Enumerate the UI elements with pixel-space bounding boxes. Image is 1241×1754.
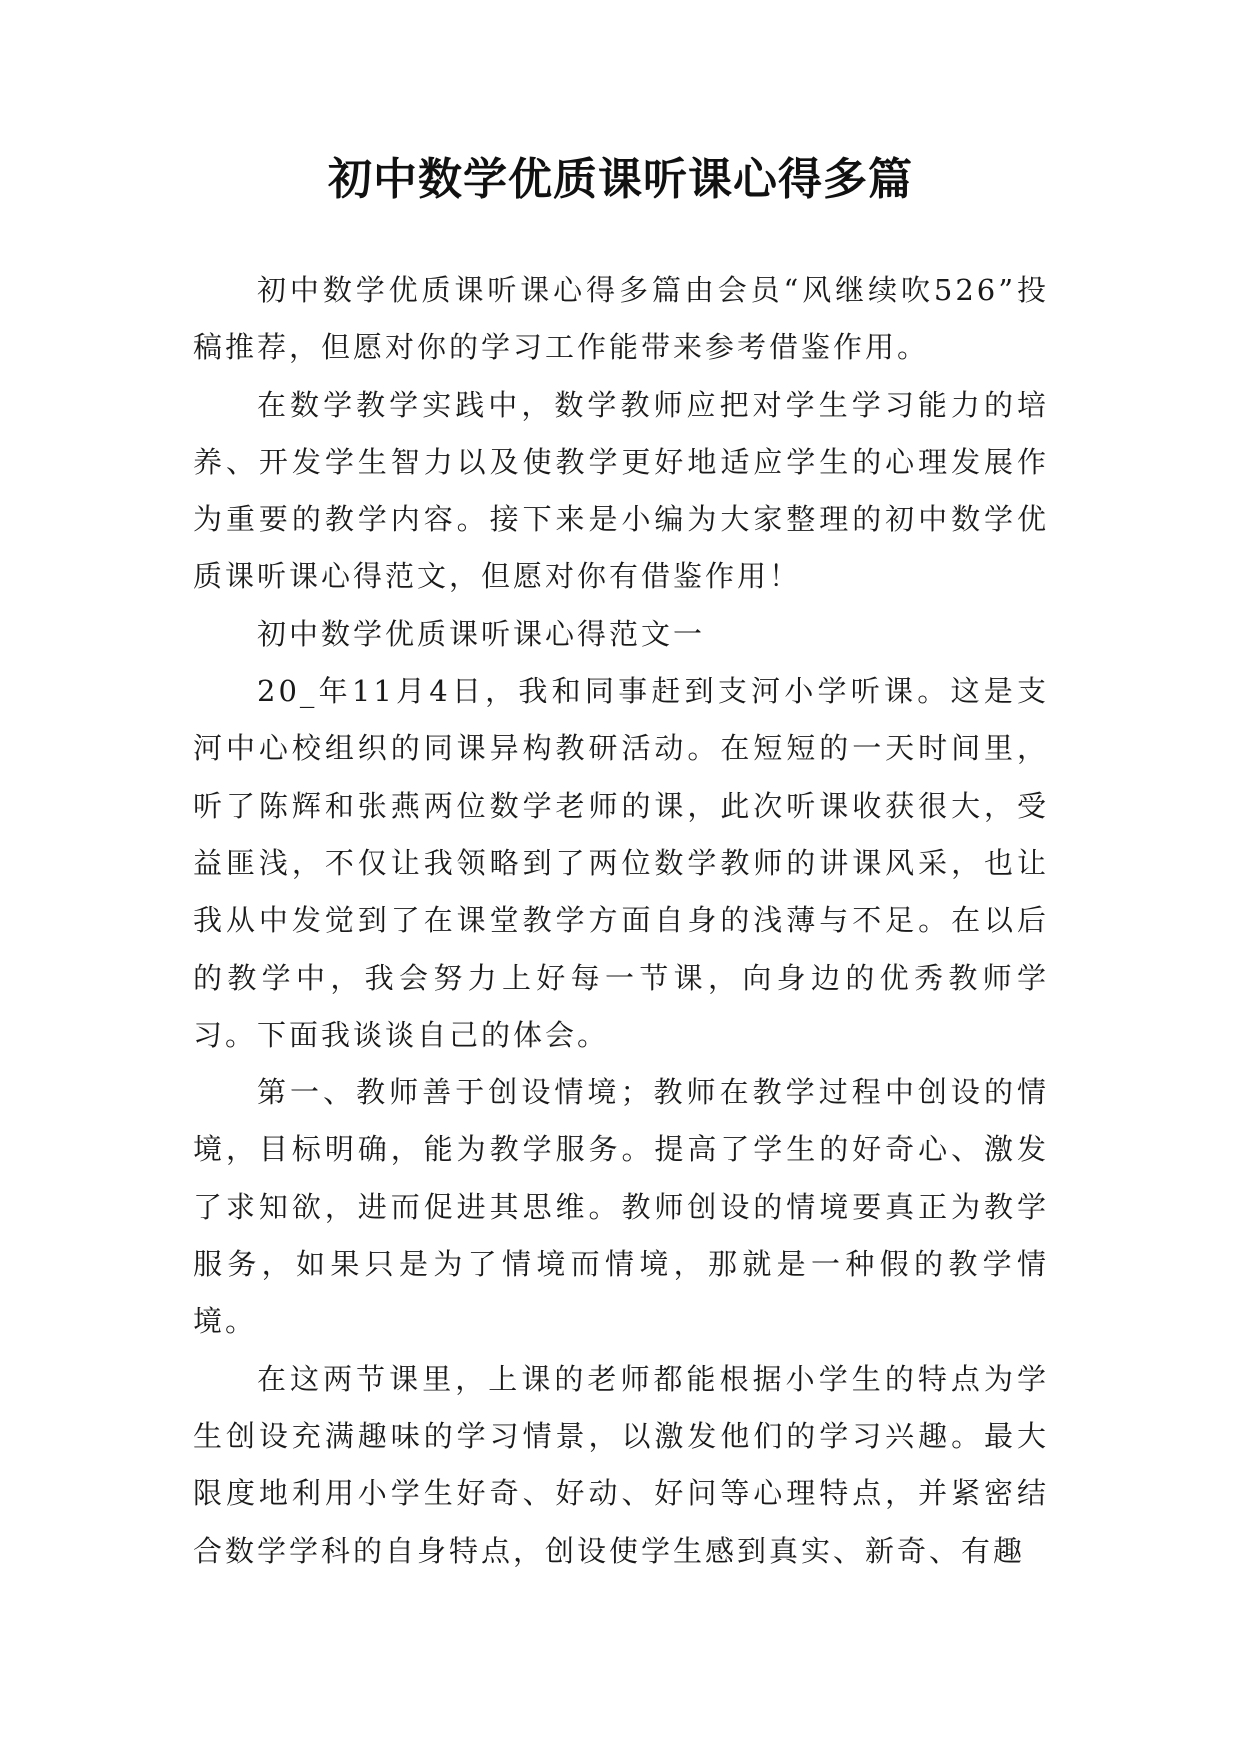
section-heading: 初中数学优质课听课心得范文一 <box>257 616 706 651</box>
paragraph-lesson-visit: 20_年11月4日，我和同事赶到支河小学听课。这是支河中心校组织的同课异构教研活动。在短短的一天时间里，听了陈辉和张燕两位数学老师的课，此次听课收获很大，受益匪浅，不仅让我领略到了两位数学教师的讲课风采，也让我从中发觉到了在课堂教学方面自身的浅薄与不足。在以后的教学中，我会努力上好每一节课，向身边的优秀教师学习。下面我谈谈自己的体会。 <box>193 674 1049 1052</box>
paragraph-classroom-situations: 在这两节课里，上课的老师都能根据小学生的特点为学生创设充满趣味的学习情景，以激发他们的学习兴趣。最大限度地利用小学生好奇、好动、好问等心理特点，并紧密结合数学学科的自身特点，创设使学生感到真实、新奇、有趣 <box>193 1361 1049 1568</box>
document-body <box>193 262 1049 1580</box>
paragraph-overview: 在数学教学实践中，数学教师应把对学生学习能力的培养、开发学生智力以及使教学更好地适应学生的心理发展作为重要的教学内容。接下来是小编为大家整理的初中数学优质课听课心得范文，但愿对你有借鉴作用！ <box>193 387 1049 594</box>
paragraph-point-one: 第一、教师善于创设情境；教师在教学过程中创设的情境，目标明确，能为教学服务。提高了学生的好奇心、激发了求知欲，进而促进其思维。教师创设的情境要真正为教学服务，如果只是为了情境而情境，那就是一种假的教学情境。 <box>193 1075 1049 1339</box>
paragraph-intro: 初中数学优质课听课心得多篇由会员“风继续吹526”投稿推荐，但愿对你的学习工作能带来参考借鉴作用。 <box>193 273 1049 365</box>
document-title: 初中数学优质课听课心得多篇 <box>328 154 913 205</box>
